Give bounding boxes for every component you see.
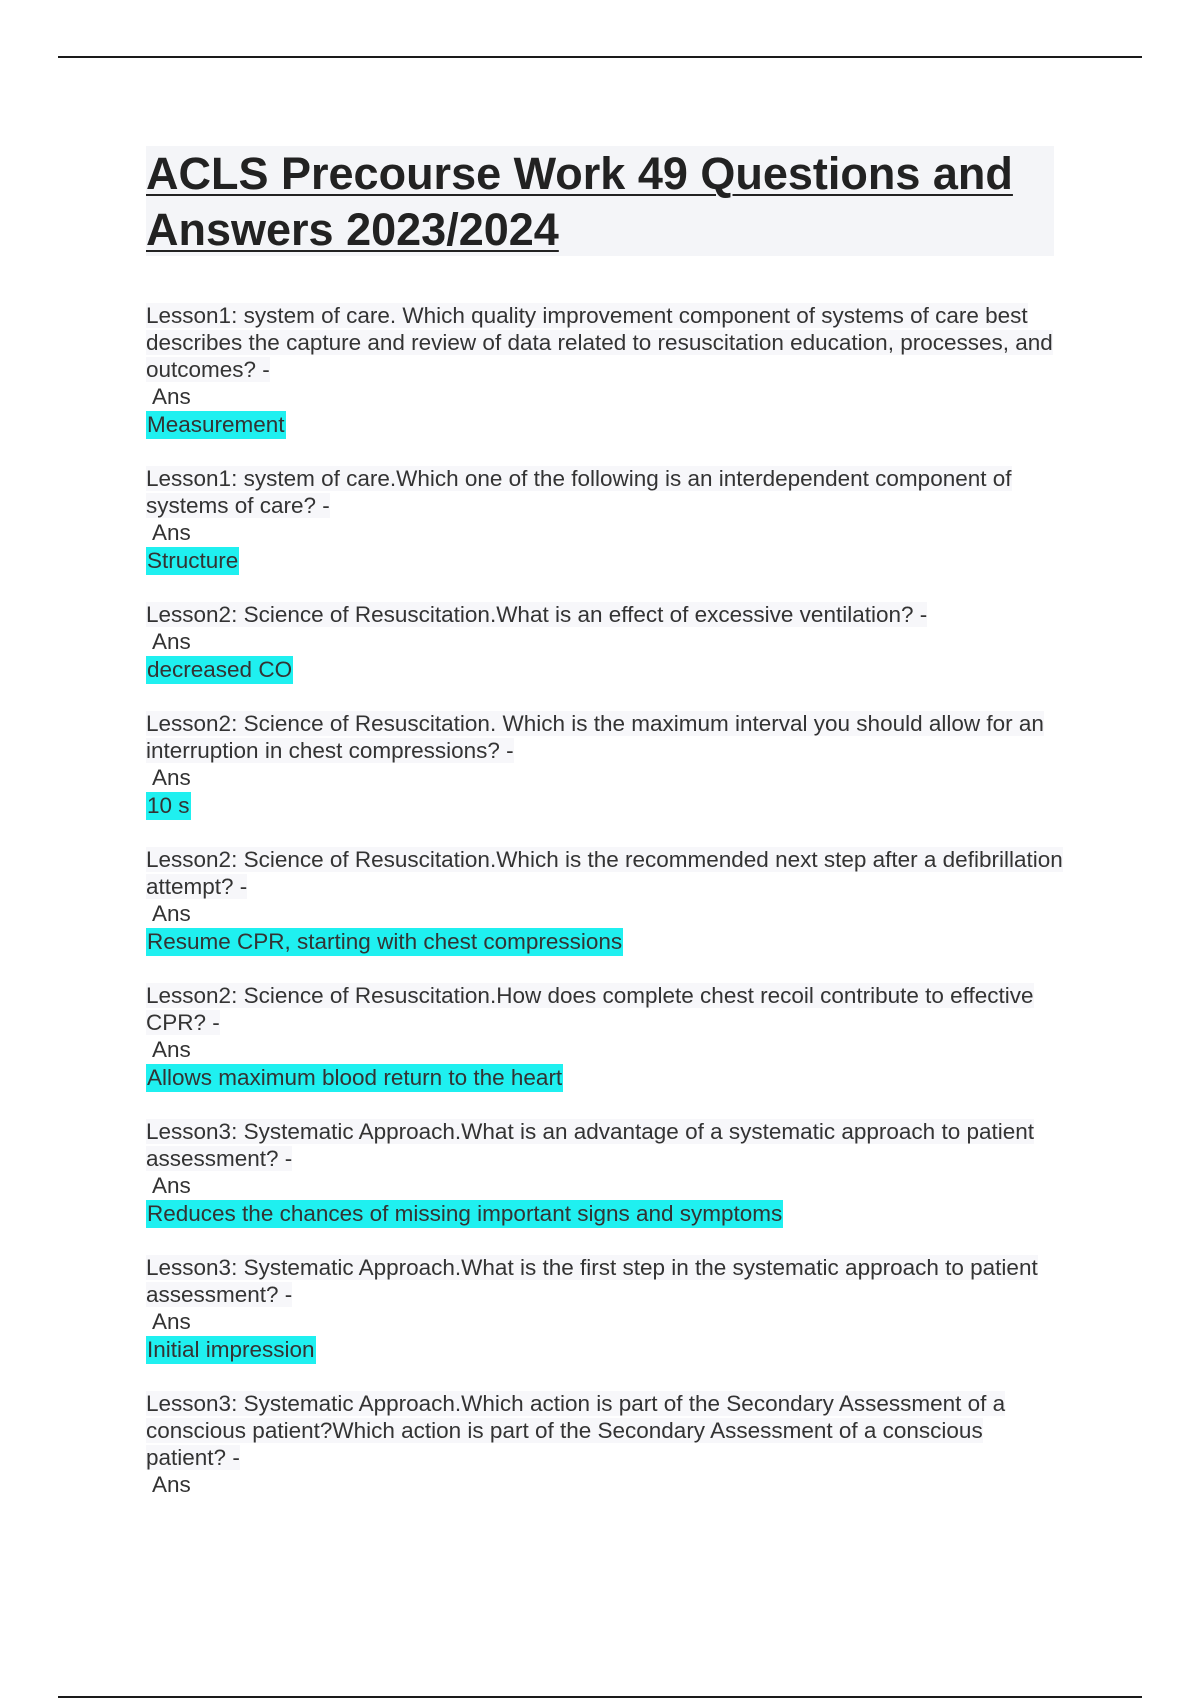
qa-item [146,1390,1066,1499]
question-text: Lesson2: Science of Resuscitation.What is an effect of excessive ventilation? - [146,602,928,627]
top-rule [58,56,1142,58]
qa-item [146,601,1066,684]
question-text: Lesson3: Systematic Approach.What is the first step in the systematic approach to patient assessment? - [146,1255,1038,1307]
answer-label: Ans [152,520,191,545]
question-text: Lesson2: Science of Resuscitation.How does complete chest recoil contribute to effective CPR? - [146,983,1034,1035]
question-text: Lesson2: Science of Resuscitation. Which is the maximum interval you should allow for an interruption in chest compressions? - [146,711,1044,763]
document-title: ACLS Precourse Work 49 Questions and Answers 2023/2024 [146,148,1013,255]
answer-label: Ans [152,1309,191,1334]
answer-text: Reduces the chances of missing important signs and symptoms [147,1201,783,1226]
answer-text: Structure [147,548,239,573]
answer-text: Initial impression [147,1337,315,1362]
answer-label: Ans [152,629,191,654]
answer-label: Ans [152,1037,191,1062]
qa-item [146,1254,1066,1364]
qa-item [146,710,1066,820]
bottom-rule [58,1696,1142,1698]
answer-text: decreased CO [147,657,293,682]
answer-label: Ans [152,1173,191,1198]
answer-label: Ans [152,384,191,409]
question-text: Lesson3: Systematic Approach.Which action is part of the Secondary Assessment of a conscious patient?Which action is part of the Secondary Assessment of a conscious patient? - [146,1391,1006,1470]
title-block [146,146,1054,256]
qa-item [146,465,1066,575]
qa-list [146,302,1066,1525]
qa-item [146,982,1066,1092]
question-text: Lesson2: Science of Resuscitation.Which is the recommended next step after a defibrillation attempt? - [146,847,1063,899]
answer-text: Resume CPR, starting with chest compressions [147,929,623,954]
question-text: Lesson3: Systematic Approach.What is an advantage of a systematic approach to patient assessment? - [146,1119,1035,1171]
qa-item [146,1118,1066,1228]
answer-text: 10 s [147,793,190,818]
question-text: Lesson1: system of care.Which one of the following is an interdependent component of systems of care? - [146,466,1012,518]
answer-text: Measurement [147,412,285,437]
answer-text: Allows maximum blood return to the heart [147,1065,563,1090]
question-text: Lesson1: system of care. Which quality improvement component of systems of care best describes the capture and review of data related to resuscitation education, processes, and outcomes? - [146,303,1053,382]
qa-item [146,302,1066,439]
qa-item [146,846,1066,956]
answer-label: Ans [152,1472,191,1497]
answer-label: Ans [152,901,191,926]
answer-label: Ans [152,765,191,790]
